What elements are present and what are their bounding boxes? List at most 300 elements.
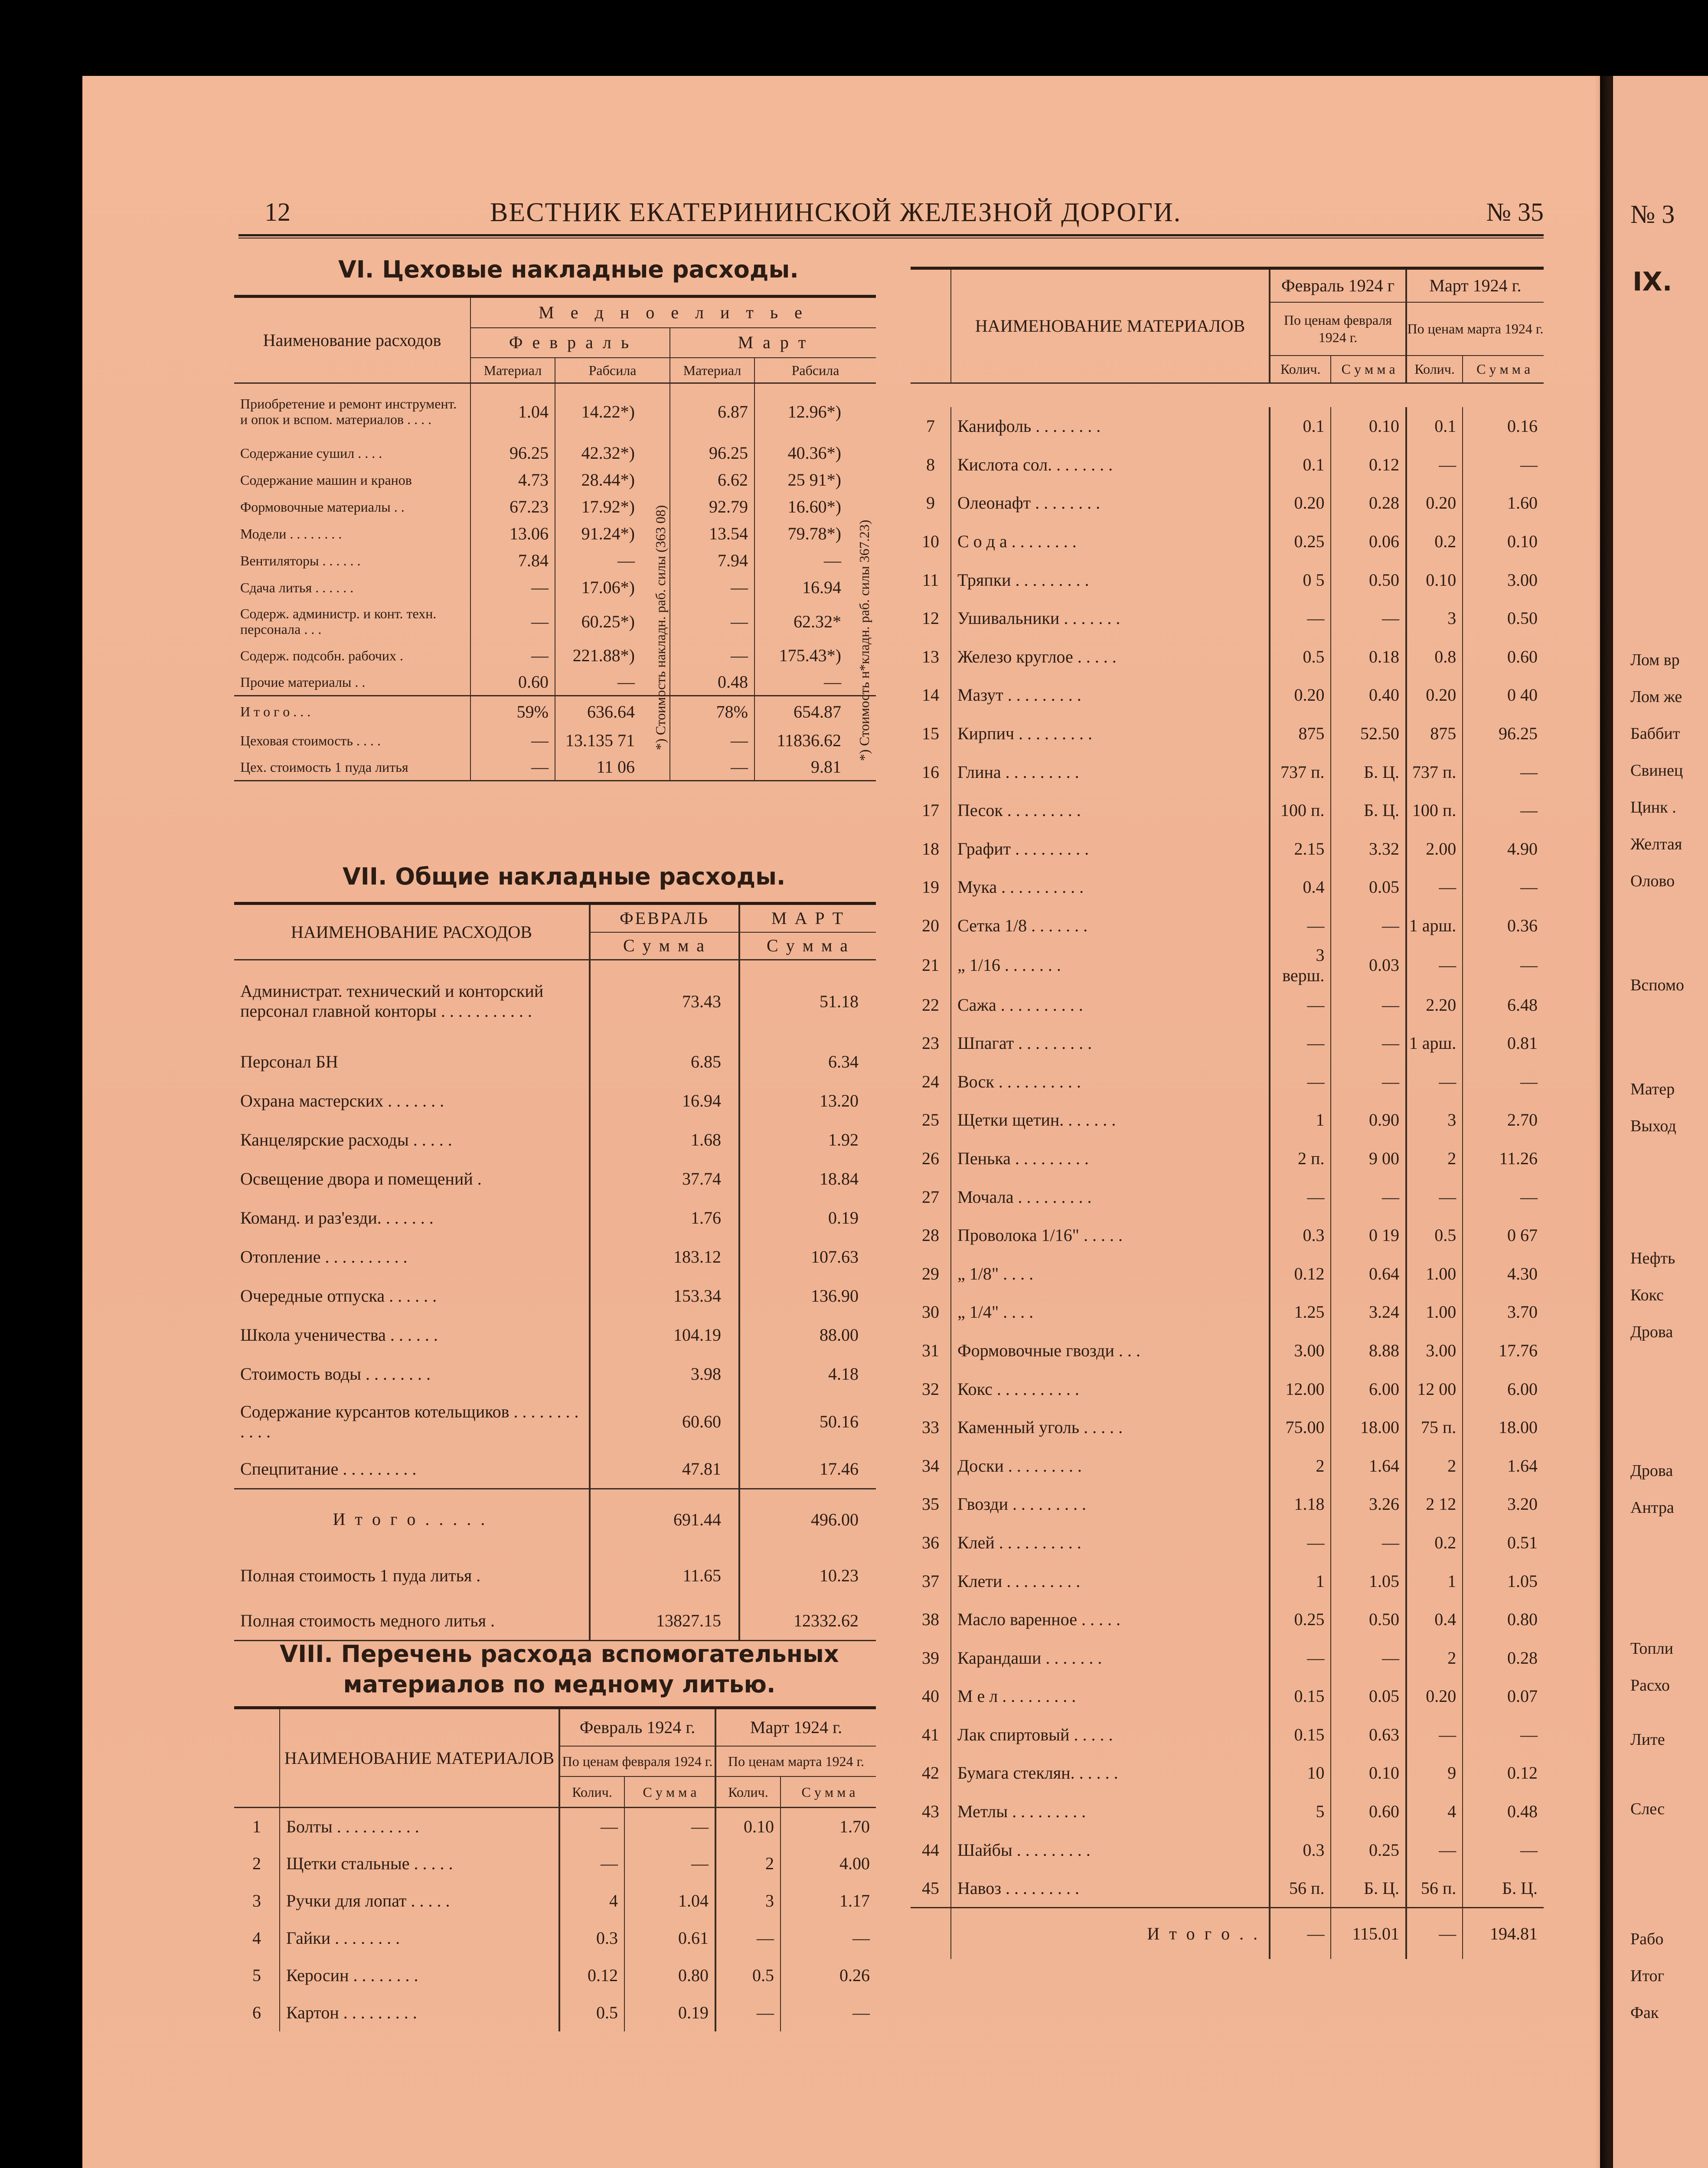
row-label: Стоимость воды . . . . . . . . bbox=[240, 1364, 431, 1384]
feb-sum-cell: — bbox=[1331, 599, 1406, 637]
adjacent-line: Желтая bbox=[1630, 835, 1682, 853]
mar-sum-cell: 18.84 bbox=[739, 1159, 876, 1198]
feb-qty-cell: 2 п. bbox=[1270, 1139, 1331, 1178]
row-number: 5 bbox=[252, 1966, 261, 1985]
row-label: Мазут . . . . . . . . . bbox=[951, 676, 1270, 715]
mar-qty-cell: 0.4 bbox=[1406, 1600, 1463, 1639]
mar-qty-cell: 1 bbox=[1406, 1562, 1463, 1600]
issue-number: № 35 bbox=[1486, 198, 1544, 226]
feb-material-cell: — bbox=[470, 727, 555, 754]
mar-qty-cell: 2 12 bbox=[1406, 1485, 1463, 1524]
mar-sum-cell: 3.70 bbox=[1463, 1293, 1544, 1332]
feb-labor-cell: 91.24*) bbox=[555, 520, 670, 547]
adjacent-line: Итог bbox=[1630, 1967, 1665, 1985]
row-number: 8 bbox=[926, 454, 935, 474]
feb-qty-cell: 0 5 bbox=[1270, 561, 1331, 599]
row-number: 11 bbox=[922, 570, 939, 590]
mar-sum-cell: 6.34 bbox=[739, 1042, 876, 1081]
table-row bbox=[911, 791, 1544, 829]
feb-qty-cell: 0.4 bbox=[1270, 868, 1331, 907]
mar-labor-cell: 16.94 bbox=[754, 574, 876, 601]
feb-qty-cell: 0.25 bbox=[1270, 1600, 1331, 1639]
row-label: Ушивальники . . . . . . . bbox=[951, 599, 1270, 637]
mar-qty-cell: 4 bbox=[1406, 1792, 1463, 1831]
mar-sum-cell: 10.23 bbox=[739, 1550, 876, 1602]
table-row bbox=[911, 906, 1544, 945]
section-6-table bbox=[234, 295, 876, 781]
row-label: Охрана мастерских . . . . . . . bbox=[240, 1091, 444, 1110]
feb-labor-cell: 60.25*) bbox=[555, 601, 670, 642]
row-label: Лак спиртовый . . . . . bbox=[951, 1715, 1270, 1754]
feb-sum-cell: 0.18 bbox=[1331, 637, 1406, 676]
mar-qty-cell: — bbox=[1406, 445, 1463, 484]
mar-qty-cell: 100 п. bbox=[1406, 791, 1463, 829]
mar-sum-header: С у м м а bbox=[1463, 356, 1544, 383]
mar-sum-cell: 88.00 bbox=[739, 1316, 876, 1355]
row-label: Цех. стоимость 1 пуда литья bbox=[240, 759, 408, 775]
row-label: „ 1/8" . . . . bbox=[951, 1254, 1270, 1293]
feb-qty-cell: 3.00 bbox=[1270, 1331, 1331, 1370]
feb-sum-cell: 115.01 bbox=[1331, 1907, 1406, 1959]
row-number: 38 bbox=[921, 1610, 939, 1629]
feb-sum-cell: — bbox=[624, 1808, 715, 1845]
row-label: Щетки щетин. . . . . . . bbox=[951, 1101, 1270, 1140]
adjacent-line: Цинк . bbox=[1630, 798, 1676, 816]
feb-qty-cell: — bbox=[1270, 986, 1331, 1024]
mar-qty-cell: 737 п. bbox=[1406, 753, 1463, 791]
mar-material-cell: 6.62 bbox=[670, 467, 754, 493]
feb-sum-cell: 153.34 bbox=[590, 1277, 739, 1316]
table-row bbox=[911, 945, 1544, 986]
feb-sum-cell: 11.65 bbox=[590, 1550, 739, 1602]
feb-sum-cell: 104.19 bbox=[590, 1316, 739, 1355]
section-8-table bbox=[234, 1706, 876, 2031]
feb-sum-cell: 0.05 bbox=[1331, 868, 1406, 907]
feb-sum-cell: — bbox=[1331, 1178, 1406, 1216]
feb-sum-cell: 6.85 bbox=[590, 1042, 739, 1081]
feb-labor-cell: 14.22*) bbox=[555, 383, 670, 440]
table-row bbox=[911, 561, 1544, 599]
mar-qty-cell: 0.20 bbox=[1406, 1677, 1463, 1716]
feb-sum-header: С у м м а bbox=[624, 1776, 715, 1807]
mar-qty-cell: 75 п. bbox=[1406, 1408, 1463, 1446]
table-row bbox=[911, 868, 1544, 907]
mar-sum-cell: 0.19 bbox=[739, 1198, 876, 1237]
row-number: 41 bbox=[921, 1724, 939, 1744]
row-number: 31 bbox=[921, 1340, 939, 1360]
section-7-title: VII. Общие накладные расходы. bbox=[343, 863, 786, 890]
row-label: М е л . . . . . . . . . bbox=[951, 1677, 1270, 1716]
row-number: 18 bbox=[921, 839, 939, 859]
row-label: Полная стоимость 1 пуда литья . bbox=[240, 1565, 481, 1585]
feb-sum-cell: 13827.15 bbox=[590, 1602, 739, 1641]
adjacent-line: Лом же bbox=[1630, 688, 1682, 706]
mar-qty-cell: — bbox=[1406, 1062, 1463, 1101]
feb-qty-cell: 737 п. bbox=[1270, 753, 1331, 791]
adjacent-line: Антра bbox=[1630, 1499, 1674, 1517]
feb-sum-cell: 0.06 bbox=[1331, 522, 1406, 561]
adjacent-page-header: № 3 bbox=[1630, 200, 1675, 229]
table-row bbox=[911, 753, 1544, 791]
feb-sum-cell: 8.88 bbox=[1331, 1331, 1406, 1370]
row-label: Команд. и раз'езди. . . . . . . bbox=[240, 1208, 434, 1228]
mar-qty-cell: 2 bbox=[715, 1845, 781, 1882]
feb-sum-cell: 691.44 bbox=[590, 1489, 739, 1550]
spacer-row bbox=[911, 383, 1544, 407]
feb-qty-cell: 4 bbox=[559, 1882, 624, 1920]
row-label: Карандаши . . . . . . . bbox=[951, 1639, 1270, 1677]
table-row bbox=[911, 1562, 1544, 1600]
mar-sum-cell: 12332.62 bbox=[739, 1602, 876, 1641]
row-label: Навоз . . . . . . . . . bbox=[951, 1869, 1270, 1907]
mar-sum-cell: — bbox=[781, 1994, 876, 2031]
row-label: Мочала . . . . . . . . . bbox=[951, 1178, 1270, 1216]
mar-material-cell: 7.94 bbox=[670, 547, 754, 574]
mar-qty-cell: 56 п. bbox=[1406, 1869, 1463, 1907]
row-number: 40 bbox=[921, 1686, 939, 1706]
row-label: Формовочные материалы . . bbox=[240, 499, 405, 515]
adjacent-line: Лите bbox=[1630, 1730, 1665, 1749]
feb-sum-cell: 0.80 bbox=[624, 1957, 715, 1994]
row-number: 43 bbox=[921, 1802, 939, 1822]
feb-sum-cell: — bbox=[1331, 1062, 1406, 1101]
mar-material-cell: — bbox=[670, 642, 754, 669]
row-label: Щетки стальные . . . . . bbox=[280, 1845, 559, 1882]
feb-material-cell: 13.06 bbox=[470, 520, 555, 547]
row-label: Вентиляторы . . . . . . bbox=[240, 552, 361, 568]
adjacent-line: Топли bbox=[1630, 1639, 1673, 1658]
row-number: 7 bbox=[926, 416, 935, 436]
row-label: Освещение двора и помещений . bbox=[240, 1169, 482, 1188]
feb-qty-cell: 0.3 bbox=[1270, 1216, 1331, 1254]
row-number: 22 bbox=[921, 995, 939, 1015]
row-label: Олеонафт . . . . . . . . bbox=[951, 484, 1270, 522]
row-label: Очередные отпуска . . . . . . bbox=[240, 1286, 437, 1306]
row-label: Содержание курсантов котельщиков . . . . . . . . . . . . bbox=[240, 1401, 579, 1441]
row-number: 23 bbox=[921, 1033, 939, 1053]
row-number-header bbox=[234, 1708, 280, 1808]
feb-qty-cell: 56 п. bbox=[1270, 1869, 1331, 1907]
row-number: 44 bbox=[921, 1840, 939, 1860]
feb-sum-cell: Б. Ц. bbox=[1331, 753, 1406, 791]
feb-qty-cell: 1.18 bbox=[1270, 1485, 1331, 1524]
feb-sum-cell: 0.03 bbox=[1331, 945, 1406, 986]
mar-sum-cell: 6.48 bbox=[1463, 986, 1544, 1024]
row-label: И т о г о . . . . . bbox=[333, 1509, 488, 1529]
adjacent-line: Слес bbox=[1630, 1800, 1665, 1818]
feb-qty-cell: 0.5 bbox=[1270, 637, 1331, 676]
table-row bbox=[911, 1139, 1544, 1178]
mar-material-cell: 96.25 bbox=[670, 440, 754, 467]
row-label: Тряпки . . . . . . . . . bbox=[951, 561, 1270, 599]
group-header: М е д н о е л и т ь е bbox=[470, 297, 876, 328]
table-row bbox=[234, 1198, 876, 1237]
feb-sum-cell: 1.64 bbox=[1331, 1446, 1406, 1485]
mar-material-cell: 0.48 bbox=[670, 669, 754, 696]
mar-sum-cell: 1.05 bbox=[1463, 1562, 1544, 1600]
mar-qty-cell: — bbox=[715, 1920, 781, 1957]
mar-header: Март 1924 г. bbox=[1406, 268, 1544, 303]
feb-sum-cell: 183.12 bbox=[590, 1237, 739, 1277]
feb-labor-cell: — bbox=[555, 669, 670, 696]
mar-sum-cell: 0 67 bbox=[1463, 1216, 1544, 1254]
mar-sum-cell: 1.70 bbox=[781, 1808, 876, 1845]
mar-sum-cell: 17.46 bbox=[739, 1450, 876, 1489]
table-row bbox=[234, 642, 876, 669]
mar-labor-cell: — bbox=[754, 669, 876, 696]
row-label: Бумага стеклян. . . . . . bbox=[951, 1754, 1270, 1793]
feb-qty-cell: 1 bbox=[1270, 1101, 1331, 1140]
row-number: 24 bbox=[921, 1071, 939, 1091]
feb-header: Февраль 1924 г. bbox=[559, 1708, 715, 1746]
mar-qty-cell: — bbox=[1406, 868, 1463, 907]
feb-labor-cell: 42.32*) bbox=[555, 440, 670, 467]
feb-sum-header: С у м м а bbox=[1331, 356, 1406, 383]
row-label: Спецпитание . . . . . . . . . bbox=[240, 1459, 417, 1479]
table-row bbox=[234, 547, 876, 574]
feb-qty-cell: 0.3 bbox=[1270, 1831, 1331, 1869]
mar-qty-cell: — bbox=[1406, 945, 1463, 986]
feb-labor-note: *) Стоимость накладн. раб. силы (363 08) bbox=[653, 505, 668, 750]
table-row bbox=[234, 1808, 876, 1845]
feb-qty-cell: — bbox=[1270, 1062, 1331, 1101]
mar-sum-cell: — bbox=[781, 1920, 876, 1957]
table-row bbox=[234, 493, 876, 520]
row-number: 20 bbox=[921, 916, 939, 936]
row-label: Ручки для лопат . . . . . bbox=[280, 1882, 559, 1920]
mar-qty-cell: — bbox=[1406, 1715, 1463, 1754]
row-label: Клети . . . . . . . . . bbox=[951, 1562, 1270, 1600]
table-row bbox=[911, 599, 1544, 637]
row-label: „ 1/16 . . . . . . . bbox=[951, 945, 1270, 986]
section-6-title: VI. Цеховые накладные расходы. bbox=[338, 256, 799, 283]
table-row bbox=[911, 1485, 1544, 1524]
mar-qty-cell: 0.5 bbox=[1406, 1216, 1463, 1254]
feb-header: Февраль 1924 г bbox=[1270, 268, 1406, 303]
adjacent-line: Олово bbox=[1630, 872, 1675, 890]
feb-qty-cell: — bbox=[559, 1845, 624, 1882]
adjacent-line: Матер bbox=[1630, 1080, 1675, 1098]
mar-sum-cell: — bbox=[1463, 1715, 1544, 1754]
table-row bbox=[911, 986, 1544, 1024]
row-number: 12 bbox=[921, 608, 939, 628]
row-label: Песок . . . . . . . . . bbox=[951, 791, 1270, 829]
mar-material-cell: — bbox=[670, 574, 754, 601]
mar-sum-cell: — bbox=[1463, 1831, 1544, 1869]
section-7-table bbox=[234, 902, 876, 1641]
feb-qty-header: Колич. bbox=[559, 1776, 624, 1807]
feb-header: Ф е в р а л ь bbox=[470, 328, 670, 358]
table-row bbox=[234, 1394, 876, 1450]
mar-sum-cell: — bbox=[1463, 868, 1544, 907]
mar-sum-cell: 1.60 bbox=[1463, 484, 1544, 522]
row-label: И т о г о . . . bbox=[240, 704, 311, 720]
adjacent-line: Фак bbox=[1630, 2004, 1659, 2022]
mar-sum-cell: 0.10 bbox=[1463, 522, 1544, 561]
mar-qty-cell: 2 bbox=[1406, 1446, 1463, 1485]
table-row bbox=[234, 1042, 876, 1081]
row-label: Керосин . . . . . . . . bbox=[280, 1957, 559, 1994]
mar-qty-cell: 3 bbox=[1406, 599, 1463, 637]
feb-qty-cell: 0.15 bbox=[1270, 1715, 1331, 1754]
mar-sum-cell: 18.00 bbox=[1463, 1408, 1544, 1446]
feb-sum-cell: 0 19 bbox=[1331, 1216, 1406, 1254]
table-row bbox=[234, 1081, 876, 1120]
mar-labor-cell: 175.43*) bbox=[754, 642, 876, 669]
row-number: 19 bbox=[921, 877, 939, 897]
mar-qty-cell: 1 арш. bbox=[1406, 906, 1463, 945]
row-label: Содержание сушил . . . . bbox=[240, 445, 382, 461]
row-number: 39 bbox=[921, 1648, 939, 1668]
mar-sum-header: С у м м а bbox=[739, 932, 876, 960]
feb-qty-cell: 0.20 bbox=[1270, 484, 1331, 522]
table-row bbox=[911, 1101, 1544, 1140]
table-row bbox=[234, 601, 876, 642]
mar-material-cell: 13.54 bbox=[670, 520, 754, 547]
table-row bbox=[234, 1957, 876, 1994]
row-label: Модели . . . . . . . . bbox=[240, 526, 342, 542]
mar-sum-cell: 107.63 bbox=[739, 1237, 876, 1277]
feb-sum-cell: 0.10 bbox=[1331, 1754, 1406, 1793]
feb-qty-cell: 75.00 bbox=[1270, 1408, 1331, 1446]
adjacent-page bbox=[1613, 76, 1708, 2168]
adjacent-line: Кокс bbox=[1630, 1286, 1664, 1304]
feb-material-header: Материал bbox=[470, 358, 555, 383]
row-label: И т о г о . . bbox=[951, 1907, 1270, 1959]
feb-qty-cell: 0.1 bbox=[1270, 407, 1331, 446]
mar-sum-cell: 194.81 bbox=[1463, 1907, 1544, 1959]
adjacent-line: Рабо bbox=[1630, 1930, 1664, 1948]
mar-qty-cell: — bbox=[1406, 1907, 1463, 1959]
row-label: Формовочные гвозди . . . bbox=[951, 1331, 1270, 1370]
mar-sum-cell: 1.92 bbox=[739, 1120, 876, 1159]
feb-qty-cell: 0.5 bbox=[559, 1994, 624, 2031]
mar-qty-cell: 2 bbox=[1406, 1139, 1463, 1178]
feb-sum-cell: 3.98 bbox=[590, 1355, 739, 1394]
total-row bbox=[234, 1489, 876, 1550]
feb-sum-cell: 9 00 bbox=[1331, 1139, 1406, 1178]
row-number: 9 bbox=[926, 493, 935, 513]
shop-cost-row bbox=[234, 727, 876, 754]
adjacent-line: Дрова bbox=[1630, 1323, 1673, 1341]
mar-qty-cell: 3 bbox=[715, 1882, 781, 1920]
full-copper-row bbox=[234, 1602, 876, 1641]
feb-sum-cell: — bbox=[1331, 906, 1406, 945]
table-row bbox=[911, 1715, 1544, 1754]
feb-sum-cell: 0.12 bbox=[1331, 445, 1406, 484]
total-row bbox=[911, 1907, 1544, 1959]
feb-material-cell: 67.23 bbox=[470, 493, 555, 520]
mar-sum-cell: 11.26 bbox=[1463, 1139, 1544, 1178]
feb-qty-cell: 12.00 bbox=[1270, 1370, 1331, 1408]
table-row bbox=[234, 1159, 876, 1198]
feb-material-cell: — bbox=[470, 574, 555, 601]
row-number: 25 bbox=[921, 1110, 939, 1130]
journal-title: ВЕСТНИК ЕКАТЕРИНИНСКОЙ ЖЕЛЕЗНОЙ ДОРОГИ. bbox=[490, 198, 1182, 227]
mar-material-cell: — bbox=[670, 727, 754, 754]
mar-sum-cell: 0.16 bbox=[1463, 407, 1544, 446]
mar-sum-cell: 496.00 bbox=[739, 1489, 876, 1550]
feb-qty-cell: 100 п. bbox=[1270, 791, 1331, 829]
mar-labor-cell: 654.87 bbox=[754, 696, 876, 727]
feb-sum-cell: 1.05 bbox=[1331, 1562, 1406, 1600]
mar-sum-cell: 6.00 bbox=[1463, 1370, 1544, 1408]
row-label: Метлы . . . . . . . . . bbox=[951, 1792, 1270, 1831]
table-row bbox=[911, 829, 1544, 868]
adjacent-line: Выход bbox=[1630, 1117, 1676, 1135]
feb-qty-cell: — bbox=[1270, 599, 1331, 637]
mar-sum-cell: 0.51 bbox=[1463, 1523, 1544, 1562]
table-row bbox=[234, 1450, 876, 1489]
table-row bbox=[911, 484, 1544, 522]
feb-qty-cell: 875 bbox=[1270, 714, 1331, 753]
feb-material-cell: 4.73 bbox=[470, 467, 555, 493]
mar-qty-cell: 9 bbox=[1406, 1754, 1463, 1793]
mar-labor-note: *) Стоимость н*кладн. раб. силы 367.23) bbox=[856, 519, 872, 761]
table-row bbox=[911, 1024, 1544, 1062]
mar-labor-cell: 9.81 bbox=[754, 754, 876, 781]
mar-sum-cell: 4.90 bbox=[1463, 829, 1544, 868]
feb-qty-cell: — bbox=[1270, 1639, 1331, 1677]
row-number: 15 bbox=[921, 724, 939, 744]
feb-sum-cell: 0.40 bbox=[1331, 676, 1406, 715]
table-row bbox=[234, 440, 876, 467]
feb-labor-cell: 17.06*) bbox=[555, 574, 670, 601]
feb-sum-cell: 3.32 bbox=[1331, 829, 1406, 868]
row-number: 37 bbox=[921, 1571, 939, 1591]
mar-labor-cell: 11836.62 bbox=[754, 727, 876, 754]
mar-prices-header: По ценам марта 1924 г. bbox=[715, 1746, 876, 1777]
feb-sum-cell: 1.68 bbox=[590, 1120, 739, 1159]
row-label: Глина . . . . . . . . . bbox=[951, 753, 1270, 791]
mar-labor-cell: 62.32* bbox=[754, 601, 876, 642]
feb-qty-cell: — bbox=[1270, 1907, 1331, 1959]
mar-sum-cell: 0.12 bbox=[1463, 1754, 1544, 1793]
table-row bbox=[911, 676, 1544, 715]
feb-qty-cell: — bbox=[1270, 906, 1331, 945]
row-number: 2 bbox=[252, 1854, 261, 1873]
row-label: Шпагат . . . . . . . . . bbox=[951, 1024, 1270, 1062]
per-pud-row bbox=[234, 754, 876, 781]
table-row bbox=[911, 1331, 1544, 1370]
mar-qty-cell: 1 арш. bbox=[1406, 1024, 1463, 1062]
row-label: Приобретение и ремонт инструмент. и опок и вспом. материалов . . . . bbox=[240, 396, 457, 428]
feb-qty-cell: 0.25 bbox=[1270, 522, 1331, 561]
feb-qty-cell: 5 bbox=[1270, 1792, 1331, 1831]
mar-qty-cell: — bbox=[1406, 1178, 1463, 1216]
table-row bbox=[911, 1293, 1544, 1332]
feb-qty-cell: 0.20 bbox=[1270, 676, 1331, 715]
row-label: Картон . . . . . . . . . bbox=[280, 1994, 559, 2031]
mar-sum-cell: — bbox=[1463, 445, 1544, 484]
feb-sum-cell: 60.60 bbox=[590, 1394, 739, 1450]
row-label: Графит . . . . . . . . . bbox=[951, 829, 1270, 868]
table-row bbox=[911, 1370, 1544, 1408]
feb-sum-cell: — bbox=[1331, 1523, 1406, 1562]
mar-sum-cell: 0.80 bbox=[1463, 1600, 1544, 1639]
feb-sum-cell: 0.50 bbox=[1331, 561, 1406, 599]
mar-sum-cell: — bbox=[1463, 1062, 1544, 1101]
mar-sum-cell: Б. Ц. bbox=[1463, 1869, 1544, 1907]
mar-qty-cell: 2.00 bbox=[1406, 829, 1463, 868]
adjacent-line: Свинец bbox=[1630, 761, 1683, 780]
table-row bbox=[234, 669, 876, 696]
feb-qty-cell: 0.15 bbox=[1270, 1677, 1331, 1716]
table-row bbox=[911, 407, 1544, 446]
mar-sum-cell: 0.28 bbox=[1463, 1639, 1544, 1677]
mar-material-cell: 6.87 bbox=[670, 383, 754, 440]
table-row bbox=[234, 1994, 876, 2031]
